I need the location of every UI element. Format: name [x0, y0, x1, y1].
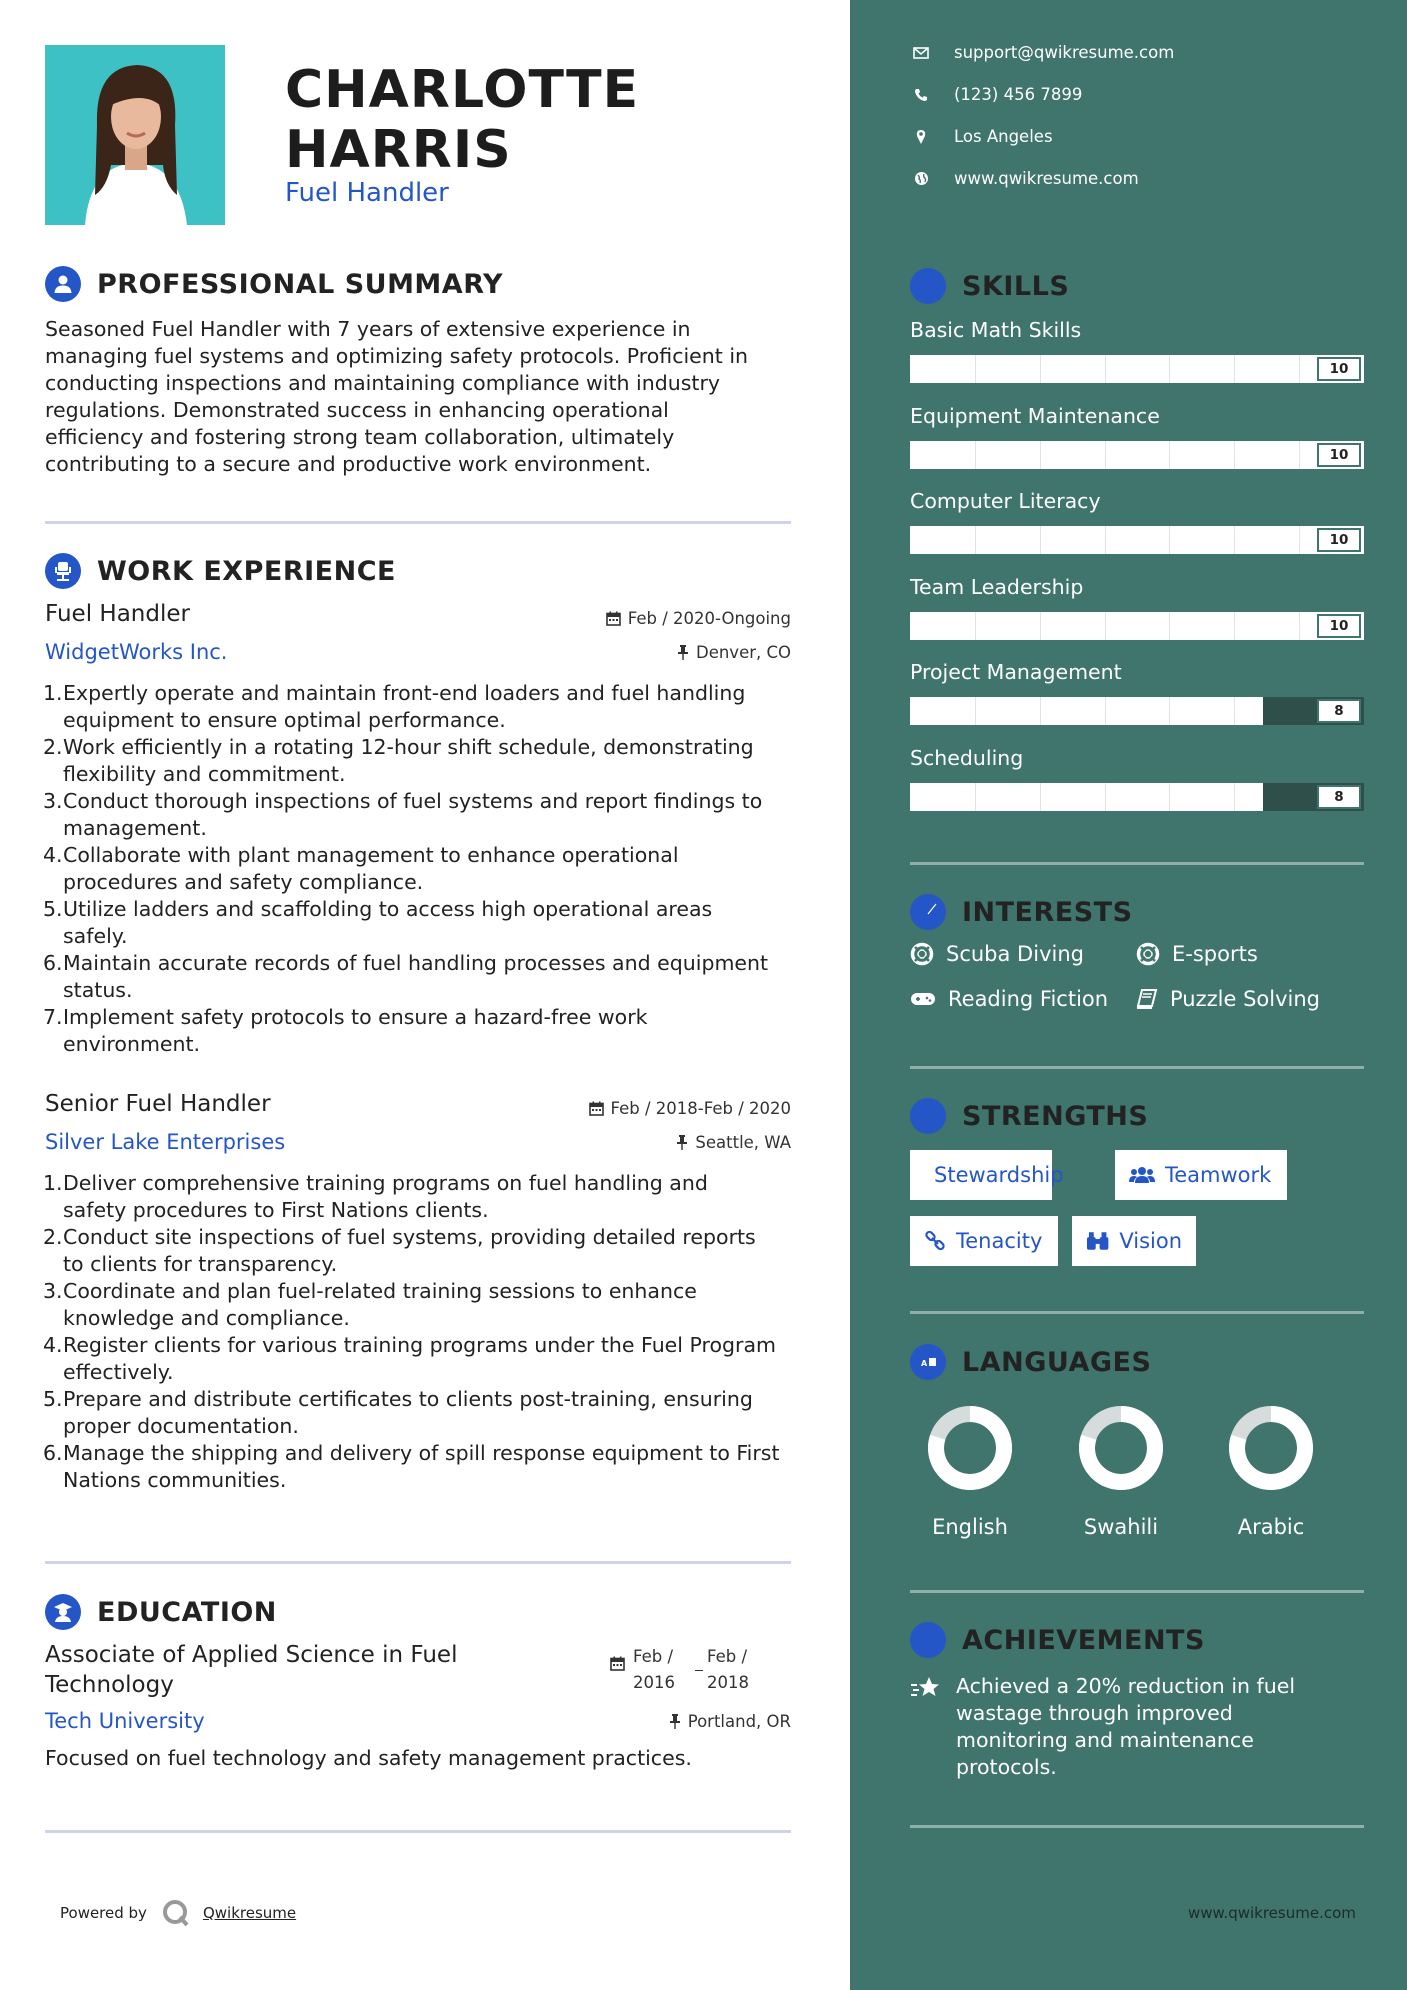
list-item: [43, 842, 803, 896]
skill-bar-tick: [1169, 441, 1170, 469]
item-text: Coordinate and plan fuel-related training sessions to enhance: [63, 1279, 697, 1303]
skill-name: Scheduling: [910, 745, 1024, 770]
skill-bar-tick: [1234, 441, 1235, 469]
skill-bar-tick: [1234, 355, 1235, 383]
list-item: [43, 1170, 803, 1224]
user-icon: [45, 266, 81, 302]
skill-bar-tick: [1040, 612, 1041, 640]
svg-text:A: A: [921, 1359, 928, 1368]
item-text: Nations communities.: [63, 1468, 287, 1492]
pin-icon: [676, 1135, 688, 1150]
item-text: safely.: [63, 924, 128, 948]
summary-line: regulations. Demonstrated success in enhancing operational: [45, 398, 669, 422]
skill-bar-tick: [1105, 612, 1106, 640]
skill-bar-tick: [1040, 783, 1041, 811]
language-item: [1046, 1405, 1196, 1539]
location-text: Los Angeles: [954, 127, 1053, 146]
section-divider: [910, 862, 1364, 865]
item-number: 3.: [43, 789, 63, 813]
qwikresume-logo-icon: [161, 1898, 191, 1928]
interest-item: [1136, 987, 1320, 1011]
powered-by-text: Powered by: [60, 1904, 147, 1922]
phone-text: (123) 456 7899: [954, 85, 1083, 104]
skill-bar-tick: [1234, 697, 1235, 725]
item-text: Utilize ladders and scaffolding to access high operational areas: [63, 897, 713, 921]
skill-name: Basic Math Skills: [910, 318, 1082, 342]
job-duties: [43, 1170, 803, 1494]
language-name: Swahili: [1083, 1515, 1159, 1539]
item-text: Conduct thorough inspections of fuel systems and report findings to: [63, 789, 763, 813]
location-pin-icon: [910, 129, 932, 144]
office-chair-icon: [45, 553, 81, 589]
skill-bar-tick: [1169, 355, 1170, 383]
skill-bar: [910, 612, 1364, 640]
skill-bar: [910, 697, 1364, 725]
summary-line: Seasoned Fuel Handler with 7 years of extensive experience in: [45, 317, 691, 341]
skill-bar: [910, 783, 1364, 811]
summary-line: contributing to a secure and productive work environment.: [45, 452, 652, 476]
list-item: [43, 1440, 803, 1494]
interest-label: Puzzle Solving: [1170, 987, 1320, 1011]
interest-label: E-sports: [1172, 942, 1258, 966]
job-company: Silver Lake Enterprises: [45, 1130, 286, 1154]
section-divider: [910, 1066, 1364, 1069]
item-text: Deliver comprehensive training programs on fuel handling and: [63, 1171, 708, 1195]
language-item: [895, 1405, 1045, 1539]
school-name: Tech University: [45, 1709, 205, 1733]
strengths-header: [910, 1098, 1148, 1134]
contact-email: [910, 43, 1174, 62]
achievements-title: ACHIEVEMENTS: [962, 1624, 1205, 1656]
item-number: 4.: [43, 1333, 63, 1357]
interest-item: [910, 942, 1084, 966]
name-line-2: HARRIS: [285, 120, 512, 180]
item-number: 6.: [43, 1441, 63, 1465]
item-text: proper documentation.: [63, 1414, 299, 1438]
strength-badge: [1115, 1150, 1287, 1200]
globe-icon: [910, 171, 932, 186]
skill-level: 8: [1317, 699, 1361, 723]
calendar-icon: [589, 1101, 604, 1116]
skill-level: 8: [1317, 785, 1361, 809]
skill-bar-tick: [1299, 612, 1300, 640]
summary-line: conducting inspections and maintaining compliance with industry: [45, 371, 720, 395]
degree-title: [45, 1640, 525, 1700]
job-title: Fuel Handler: [285, 178, 449, 208]
graduate-icon: [45, 1594, 81, 1630]
list-item: [43, 1386, 803, 1440]
language-name: Arabic: [1237, 1515, 1305, 1539]
skill-bar-tick: [1299, 355, 1300, 383]
summary-text: [45, 316, 815, 478]
experience-header: [45, 553, 396, 589]
degree-line: Technology: [45, 1672, 174, 1698]
strength-label: Vision: [1119, 1229, 1182, 1253]
section-divider: [45, 1561, 791, 1564]
users-icon: [1129, 1166, 1155, 1184]
skill-bar-tick: [1234, 783, 1235, 811]
job-location: [600, 643, 791, 662]
website-text[interactable]: www.qwikresume.com: [954, 169, 1139, 188]
strength-label: Stewardship: [934, 1163, 1064, 1187]
end-date: Feb /: [707, 1647, 748, 1666]
paper-plane-icon: [910, 894, 946, 930]
job-role: Fuel Handler: [45, 601, 190, 627]
job-dates-text: Feb / 2018-Feb / 2020: [610, 1099, 791, 1118]
strength-badge: [910, 1150, 1064, 1200]
languages-header: [910, 1344, 1151, 1380]
phone-icon: [910, 88, 932, 102]
list-item: [43, 1278, 803, 1332]
education-location: [600, 1712, 791, 1731]
item-text: Manage the shipping and delivery of spill response equipment to First: [63, 1441, 780, 1465]
binoculars-icon: [1086, 1231, 1109, 1251]
skill-name: Team Leadership: [910, 574, 1084, 599]
language-donut: [1078, 1405, 1164, 1491]
skill-bar-tick: [1040, 441, 1041, 469]
education-header: [45, 1594, 277, 1630]
skill-bar-tick: [1169, 526, 1170, 554]
pin-icon: [669, 1714, 681, 1729]
job-dates-text: Feb / 2020-Ongoing: [627, 609, 791, 628]
skill-bar-tick: [1169, 783, 1170, 811]
item-number: 5.: [43, 1387, 63, 1411]
skill-bar-tick: [975, 441, 976, 469]
list-item: [43, 788, 803, 842]
item-number: 1.: [43, 1171, 63, 1195]
skill-bar-tick: [975, 612, 976, 640]
fist-icon: [910, 1098, 946, 1134]
start-year: 2016: [633, 1673, 675, 1692]
item-text: management.: [63, 816, 207, 840]
achievements-header: [910, 1622, 1205, 1658]
list-item: [43, 1224, 803, 1278]
item-text: equipment to ensure optimal performance.: [63, 708, 506, 732]
achievement-text: Achieved a 20% reduction in fuel wastage through improved monitoring and maintenance protocols.: [956, 1674, 1296, 1779]
job-location-text: Denver, CO: [695, 643, 791, 662]
strength-badge: [1072, 1216, 1196, 1266]
date-separator: [695, 1670, 703, 1671]
item-number: 5.: [43, 897, 63, 921]
item-text: to clients for transparency.: [63, 1252, 338, 1276]
interests-header: [910, 894, 1133, 930]
skill-bar-tick: [1105, 355, 1106, 383]
list-item: [43, 1332, 803, 1386]
calendar-icon: [606, 611, 621, 626]
skill-bar-tick: [1105, 441, 1106, 469]
strength-badge: [910, 1216, 1058, 1266]
skill-level: 10: [1317, 528, 1361, 552]
gamepad-icon: [910, 990, 936, 1008]
skill-bar-tick: [1169, 612, 1170, 640]
section-divider: [910, 1825, 1364, 1828]
job-duties: [43, 680, 803, 1058]
brand-link[interactable]: Qwikresume: [202, 1904, 297, 1922]
pin-icon: [677, 645, 689, 660]
interests-title: INTERESTS: [962, 896, 1133, 928]
language-item: [1196, 1405, 1346, 1539]
language-donut: [1228, 1405, 1314, 1491]
skill-bar-tick: [1299, 526, 1300, 554]
item-text: Work efficiently in a rotating 12-hour shift schedule, demonstrating: [63, 735, 754, 759]
envelope-icon: [910, 47, 932, 59]
link-icon: [924, 1230, 946, 1252]
section-divider: [910, 1311, 1364, 1314]
star-badge-icon: [910, 1622, 946, 1658]
email-text[interactable]: support@qwikresume.com: [954, 43, 1175, 62]
list-item: [43, 1004, 803, 1058]
job-role: Senior Fuel Handler: [45, 1091, 271, 1117]
list-item: [43, 896, 803, 950]
skill-bar: [910, 441, 1364, 469]
skills-header: [910, 268, 1069, 304]
section-divider: [45, 1830, 791, 1833]
item-text: procedures and safety compliance.: [63, 870, 424, 894]
skill-level: 10: [1317, 443, 1361, 467]
skill-bar-tick: [1234, 612, 1235, 640]
languages-title: LANGUAGES: [962, 1346, 1152, 1378]
item-number: 4.: [43, 843, 63, 867]
skill-bar-tick: [1234, 526, 1235, 554]
skill-bar-tick: [975, 697, 976, 725]
lifebuoy-icon: [910, 942, 934, 966]
education-dates: [610, 1644, 749, 1696]
skill-bar-tick: [1105, 783, 1106, 811]
skill-bar-tick: [1299, 441, 1300, 469]
experience-title: WORK EXPERIENCE: [97, 555, 396, 587]
powered-by: [60, 1898, 296, 1928]
job-location: [600, 1133, 791, 1152]
job-dates: [600, 609, 791, 628]
interest-item: [910, 987, 1108, 1011]
end-year: 2018: [707, 1673, 749, 1692]
skill-bar-tick: [1040, 697, 1041, 725]
item-number: 6.: [43, 951, 63, 975]
book-icon: [1136, 988, 1158, 1010]
contact-phone: [910, 85, 1082, 104]
footer-url[interactable]: www.qwikresume.com: [1188, 1904, 1356, 1922]
item-text: status.: [63, 978, 133, 1002]
skill-bar-tick: [975, 526, 976, 554]
interest-label: Reading Fiction: [948, 987, 1109, 1011]
summary-header: [45, 266, 503, 302]
skill-name: Project Management: [910, 660, 1122, 684]
lightbulb-icon: [910, 268, 946, 304]
translate-icon: [910, 1344, 946, 1380]
item-text: effectively.: [63, 1360, 174, 1384]
item-text: Expertly operate and maintain front-end loaders and fuel handling: [63, 681, 746, 705]
contact-location: [910, 127, 1053, 146]
list-item: [43, 950, 803, 1004]
job-dates: [560, 1099, 791, 1118]
profile-photo: [45, 45, 225, 225]
skill-level: 10: [1317, 357, 1361, 381]
candidate-name: [285, 60, 639, 180]
interest-label: Scuba Diving: [946, 942, 1084, 966]
job-location-text: Seattle, WA: [695, 1133, 791, 1152]
lifebuoy-icon: [1136, 942, 1160, 966]
strength-label: Teamwork: [1165, 1163, 1272, 1187]
skill-bar-tick: [1040, 355, 1041, 383]
item-number: 2.: [43, 1225, 63, 1249]
skill-level: 10: [1317, 614, 1361, 638]
interest-item: [1136, 942, 1258, 966]
item-number: 7.: [43, 1005, 63, 1029]
list-item: [43, 734, 803, 788]
skill-bar-tick: [1105, 697, 1106, 725]
skill-bar-tick: [1169, 697, 1170, 725]
item-text: flexibility and commitment.: [63, 762, 346, 786]
strengths-title: STRENGTHS: [962, 1100, 1149, 1132]
start-date: Feb /: [633, 1647, 674, 1666]
skill-name: Equipment Maintenance: [910, 403, 1160, 428]
item-text: Collaborate with plant management to enhance operational: [63, 843, 679, 867]
skill-bar: [910, 355, 1364, 383]
summary-title: PROFESSIONAL SUMMARY: [97, 268, 504, 300]
list-item: [43, 680, 803, 734]
section-divider: [45, 521, 791, 524]
item-text: Register clients for various training programs under the Fuel Program: [63, 1333, 777, 1357]
strength-label: Tenacity: [956, 1229, 1043, 1253]
name-line-1: CHARLOTTE: [285, 60, 640, 120]
item-number: 2.: [43, 735, 63, 759]
item-text: safety procedures to First Nations clients.: [63, 1198, 489, 1222]
language-name: English: [932, 1515, 1008, 1539]
summary-line: efficiency and fostering strong team collaboration, ultimately: [45, 425, 675, 449]
item-number: 3.: [43, 1279, 63, 1303]
item-number: 1.: [43, 681, 63, 705]
item-text: Implement safety protocols to ensure a hazard-free work: [63, 1005, 648, 1029]
skill-name: Computer Literacy: [910, 489, 1101, 513]
language-donut: [927, 1405, 1013, 1491]
degree-line: Associate of Applied Science in Fuel: [45, 1642, 458, 1668]
skills-title: SKILLS: [962, 270, 1070, 302]
item-text: knowledge and compliance.: [63, 1306, 350, 1330]
item-text: Prepare and distribute certificates to clients post-training, ensuring: [63, 1387, 753, 1411]
item-text: Maintain accurate records of fuel handling processes and equipment: [63, 951, 769, 975]
section-divider: [910, 1590, 1364, 1593]
skill-bar-tick: [975, 355, 976, 383]
education-location-text: Portland, OR: [687, 1712, 791, 1731]
shooting-star-icon: [910, 1675, 942, 1701]
item-text: environment.: [63, 1032, 201, 1056]
contact-website: [910, 169, 1139, 188]
skill-bar-tick: [1040, 526, 1041, 554]
item-text: Conduct site inspections of fuel systems, providing detailed reports: [63, 1225, 756, 1249]
education-description: Focused on fuel technology and safety management practices.: [45, 1746, 692, 1770]
skill-bar: [910, 526, 1364, 554]
education-title: EDUCATION: [97, 1596, 277, 1628]
skill-bar-tick: [1105, 526, 1106, 554]
job-company: WidgetWorks Inc.: [45, 640, 228, 664]
calendar-icon: [610, 1656, 625, 1671]
summary-line: managing fuel systems and optimizing safety protocols. Proficient in: [45, 344, 749, 368]
skill-bar-tick: [975, 783, 976, 811]
